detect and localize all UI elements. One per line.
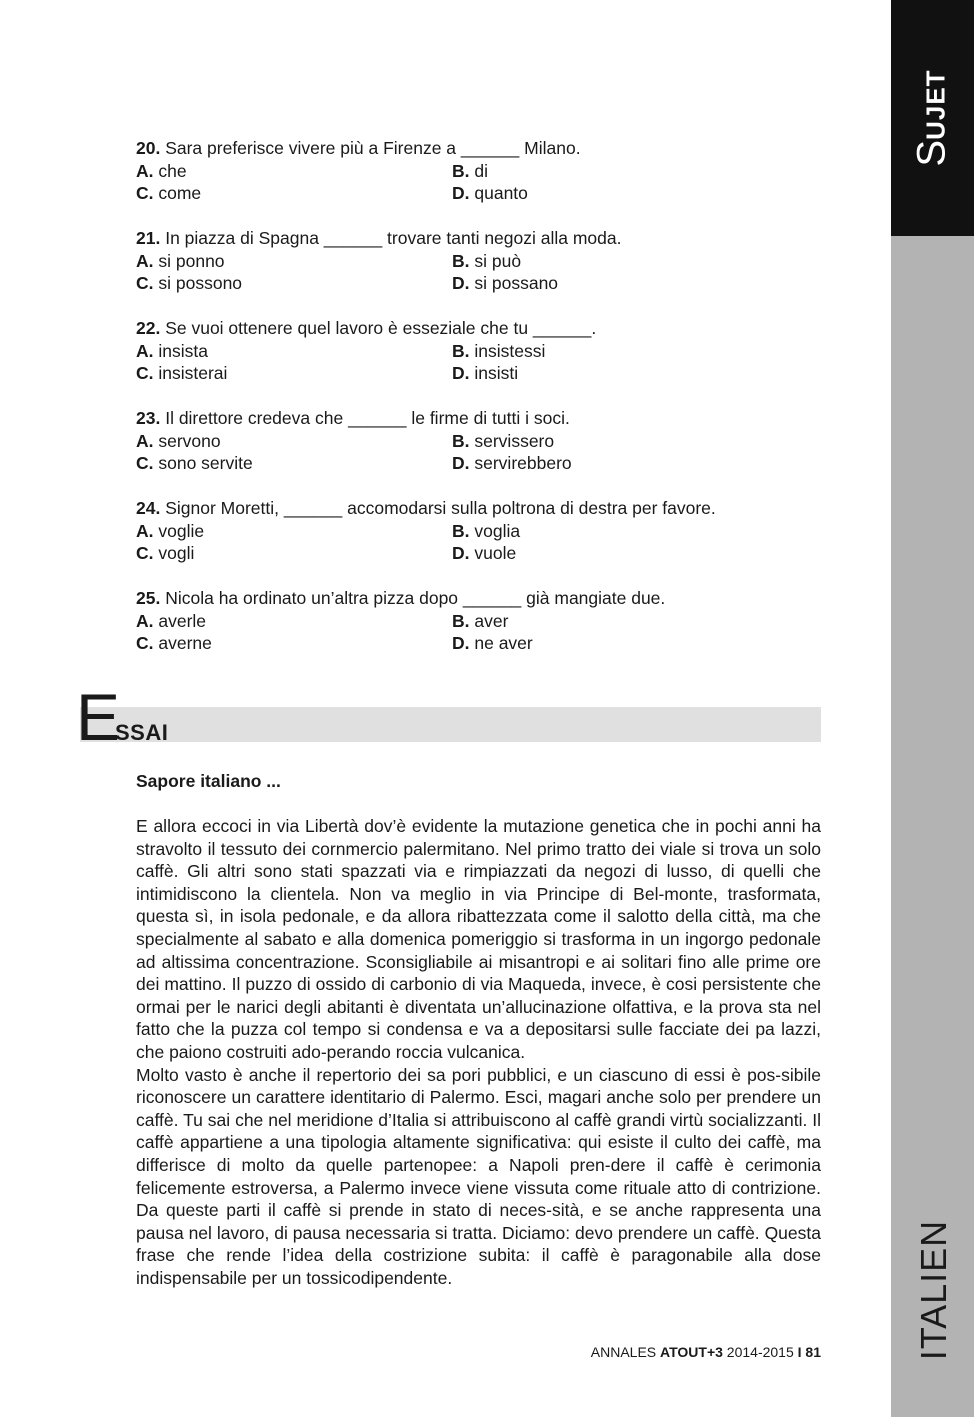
option-c: C. come bbox=[136, 183, 202, 203]
italien-label: ITALIEN bbox=[913, 1219, 954, 1361]
question-22 bbox=[136, 317, 816, 385]
option-d: D. ne aver bbox=[452, 633, 533, 653]
option-c: C. insisterai bbox=[136, 363, 228, 383]
question-text: Sara preferisce vivere più a Firenze a ______ Milano. bbox=[165, 138, 581, 158]
question-23 bbox=[136, 407, 816, 475]
option-b: B. di bbox=[452, 160, 488, 181]
option-b: B. insistessi bbox=[452, 340, 546, 361]
question-21 bbox=[136, 227, 816, 295]
option-b: B. si può bbox=[452, 250, 522, 271]
essai-heading-rest: SSAI bbox=[115, 720, 169, 745]
essai-header-bar bbox=[80, 707, 821, 742]
sujet-label bbox=[910, 69, 955, 166]
footer-brand: ATOUT+3 bbox=[660, 1344, 723, 1360]
option-a: A. insista bbox=[136, 340, 208, 361]
sujet-cap: S bbox=[909, 139, 954, 167]
essai-title: Sapore italiano ... bbox=[136, 771, 281, 791]
page-number: 81 bbox=[801, 1344, 821, 1360]
footer-separator: I bbox=[797, 1344, 802, 1360]
question-number: 25. bbox=[136, 588, 161, 608]
option-c: C. si possono bbox=[136, 273, 243, 293]
option-b: B. aver bbox=[452, 610, 509, 631]
question-text: Nicola ha ordinato un’altra pizza dopo ______ già mangiate due. bbox=[165, 588, 666, 608]
option-c: C. averne bbox=[136, 633, 212, 653]
question-number: 24. bbox=[136, 498, 161, 518]
page-footer bbox=[591, 1344, 821, 1360]
footer-years: 2014-2015 bbox=[722, 1344, 798, 1360]
option-a: A. si ponno bbox=[136, 250, 225, 271]
option-d: D. si possano bbox=[452, 273, 559, 293]
option-c: C. vogli bbox=[136, 543, 195, 563]
question-number: 20. bbox=[136, 138, 161, 158]
essai-text bbox=[136, 815, 821, 1289]
option-d: D. insisti bbox=[452, 363, 519, 383]
question-number: 22. bbox=[136, 318, 161, 338]
option-a: A. che bbox=[136, 160, 187, 181]
option-a: A. servono bbox=[136, 430, 221, 451]
question-text: Signor Moretti, ______ accomodarsi sulla poltrona di destra per favore. bbox=[165, 498, 716, 518]
question-text: Il direttore credeva che ______ le firme di tutti i soci. bbox=[165, 408, 570, 428]
question-number: 21. bbox=[136, 228, 161, 248]
option-a: A. voglie bbox=[136, 520, 205, 541]
option-d: D. servirebbero bbox=[452, 453, 572, 473]
option-c: C. sono servite bbox=[136, 453, 253, 473]
essai-paragraph: E allora eccoci in via Libertà dov’è evidente la mutazione genetica che in pochi anni ha stravolto il tessuto dei cornmercio palermitano. Nel primo tratto dei viale si trova un solo caffè. Gli altri sono stati spazzati via e rimpiazzati da negozi di lusso, di quelli che intimidiscono la clientela. Non va meglio in via Principe di Bel-monte, trasformata, questa sì, in isola pedonale, e da allora ribattezzata come il salotto della città, ma che specialmente al sabato e alla domenica pomeriggio si trasforma in un ingorgo pedonale ad altissima concentrazione. Sconsigliabile ai misantropi e ai solitari fino alle prime ore dei mattino. Il puzzo di ossido di carbonio di via Maqueda, invece, è cosi persistente che ormai per le narici degli abitanti è diventata un’allucinazione olfattiva, e la prova sta nel fatto che la puzza col tempo si condensa e va a depositarsi sulle facciate dei pa lazzi, che paiono costruiti ado-perando roccia vulcanica. bbox=[136, 816, 821, 1062]
essai-paragraph: Molto vasto è anche il repertorio dei sa pori pubblici, e un ciascuno di essi è pos-sibile riconoscere un carattere identitario di Palermo. Esci, magari anche solo per prendere un caffè. Tu sai che nel meridione d’Italia si attribuiscono al caffè grandi virtù socializzanti. Il caffè appartiene a una tipologia altamente significativa: qui esiste il culto dei caffè, ma differisce di molto da quelle partenopee: a Napoli pren-dere il caffè è cerimonia felicemente estroversa, a Palermo invece viene vissuta come rituale atto di contrizione. Da queste parti il caffè si prende in stato di neces-sità, e se anche rappresenta una pausa nel lavoro, di pausa necessaria si tratta. Diciamo: devo prendere un caffè. Questa frase che rende l’idea della costrizione subita: il caffè è paragonabile alla dose indispensabile per un tossicodipendente. bbox=[136, 1064, 821, 1288]
footer-prefix: ANNALES bbox=[590, 1344, 661, 1360]
question-list bbox=[136, 137, 816, 677]
essai-heading-cap: E bbox=[76, 680, 121, 754]
sujet-rest: UJET bbox=[920, 69, 951, 140]
question-25 bbox=[136, 587, 816, 655]
question-number: 23. bbox=[136, 408, 161, 428]
option-d: D. vuole bbox=[452, 543, 517, 563]
question-text: Se vuoi ottenere quel lavoro è esseziale che tu ______. bbox=[165, 318, 597, 338]
question-20 bbox=[136, 137, 816, 205]
option-b: B. voglia bbox=[452, 520, 521, 541]
option-a: A. averle bbox=[136, 610, 207, 631]
question-24 bbox=[136, 497, 816, 565]
question-text: In piazza di Spagna ______ trovare tanti negozi alla moda. bbox=[165, 228, 622, 248]
option-d: D. quanto bbox=[452, 183, 528, 203]
option-b: B. servissero bbox=[452, 430, 555, 451]
